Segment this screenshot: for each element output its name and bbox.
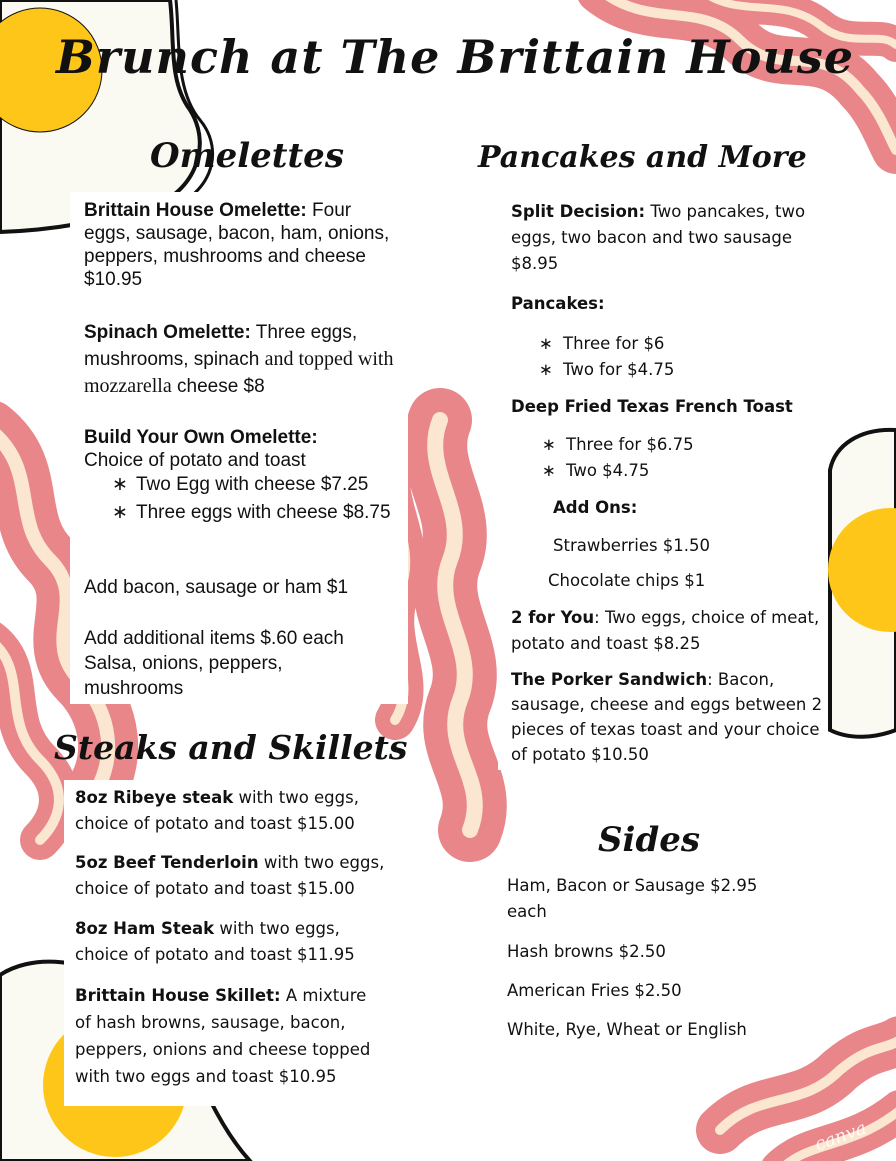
item-desc: A mixture of hash browns, sausage, bacon, peppers, onions and cheese topped with two eggs and toast $10.95 xyxy=(75,986,371,1086)
addon-item: Chocolate chips $1 xyxy=(548,571,706,590)
omelette-item xyxy=(84,320,396,400)
omelette-addon: Add bacon, sausage or ham $1 xyxy=(84,577,349,598)
side-item: White, Rye, Wheat or English xyxy=(507,1020,747,1039)
pancakes-heading: Pancakes and More xyxy=(478,140,807,175)
addons-label xyxy=(553,495,637,521)
item-name: Brittain House Omelette: xyxy=(84,200,307,221)
item-desc: with two eggs, choice of potato and toast $15.00 xyxy=(75,853,385,898)
side-item: Ham, Bacon or Sausage $2.95 each xyxy=(507,876,758,921)
pancake-item xyxy=(511,199,821,277)
item-name: Split Decision: xyxy=(511,202,646,221)
option-item: ∗ Three eggs with cheese $8.75 xyxy=(108,501,396,525)
item-name: The Porker Sandwich xyxy=(511,670,708,689)
item-name: 8oz Ham Steak xyxy=(75,919,215,938)
pancake-options xyxy=(535,331,795,383)
item-name: 8oz Ribeye steak xyxy=(75,788,234,807)
item-desc: Four eggs, sausage, bacon, ham, onions, peppers, mushrooms and cheese $10.95 xyxy=(84,200,390,290)
label-text: Add Ons: xyxy=(553,498,638,517)
item-name: 2 for You xyxy=(511,608,595,627)
item-desc: Two pancakes, two eggs, two bacon and two sausage $8.95 xyxy=(511,202,806,273)
item-desc: : Bacon, sausage, cheese and eggs between 2 pieces of texas toast and your choice of potato $10.50 xyxy=(511,670,823,764)
item-desc-serif: and topped with mozzarella xyxy=(84,348,394,397)
item-desc: Choice of potato and toast xyxy=(84,450,306,471)
steaks-heading: Steaks and Skillets xyxy=(54,728,408,767)
omelette-options xyxy=(108,473,396,525)
item-desc: : Two eggs, choice of meat, potato and toast $8.25 xyxy=(511,608,820,653)
pancake-item xyxy=(511,605,823,657)
option-item: ∗ Three for $6.75 xyxy=(538,432,798,458)
item-name: Build Your Own Omelette: xyxy=(84,427,318,448)
item-name: Brittain House Skillet: xyxy=(75,986,281,1005)
label-text: Pancakes: xyxy=(511,294,605,313)
option-item: ∗ Three for $6 xyxy=(535,331,795,357)
steak-item xyxy=(75,850,391,902)
item-desc: with two eggs, choice of potato and toast $15.00 xyxy=(75,788,359,833)
item-desc: cheese $8 xyxy=(171,376,265,397)
french-toast-options xyxy=(538,432,798,484)
french-toast-label xyxy=(511,394,793,420)
item-desc: Three eggs, mushrooms, spinach xyxy=(84,322,358,370)
steak-item xyxy=(75,785,391,837)
label-text: Deep Fried Texas French Toast xyxy=(511,397,793,416)
side-item: American Fries $2.50 xyxy=(507,981,682,1000)
omelette-item xyxy=(84,199,396,291)
side-item: Hash browns $2.50 xyxy=(507,942,666,961)
steak-item xyxy=(75,982,381,1090)
fried-egg-right xyxy=(828,430,896,737)
option-item: ∗ Two Egg with cheese $7.25 xyxy=(108,473,396,497)
bacon-strip-bottom-right xyxy=(720,1040,896,1161)
item-name: 5oz Beef Tenderloin xyxy=(75,853,259,872)
page-title: Brunch at The Brittain House xyxy=(55,30,855,84)
item-desc: with two eggs, choice of potato and toast $11.95 xyxy=(75,919,355,964)
sides-heading: Sides xyxy=(598,820,701,860)
option-item: ∗ Two for $4.75 xyxy=(535,357,795,383)
omelette-addon: Add additional items $.60 each Salsa, onions, peppers, mushrooms xyxy=(84,628,344,699)
build-omelette xyxy=(84,426,396,525)
item-name: Spinach Omelette: xyxy=(84,322,251,343)
addon-item: Strawberries $1.50 xyxy=(553,536,711,555)
omelettes-heading: Omelettes xyxy=(150,136,344,176)
pancake-item xyxy=(511,667,823,767)
canva-watermark: canva xyxy=(812,1117,870,1156)
steak-item xyxy=(75,916,391,968)
pancakes-label xyxy=(511,291,605,317)
option-item: ∗ Two $4.75 xyxy=(538,458,798,484)
